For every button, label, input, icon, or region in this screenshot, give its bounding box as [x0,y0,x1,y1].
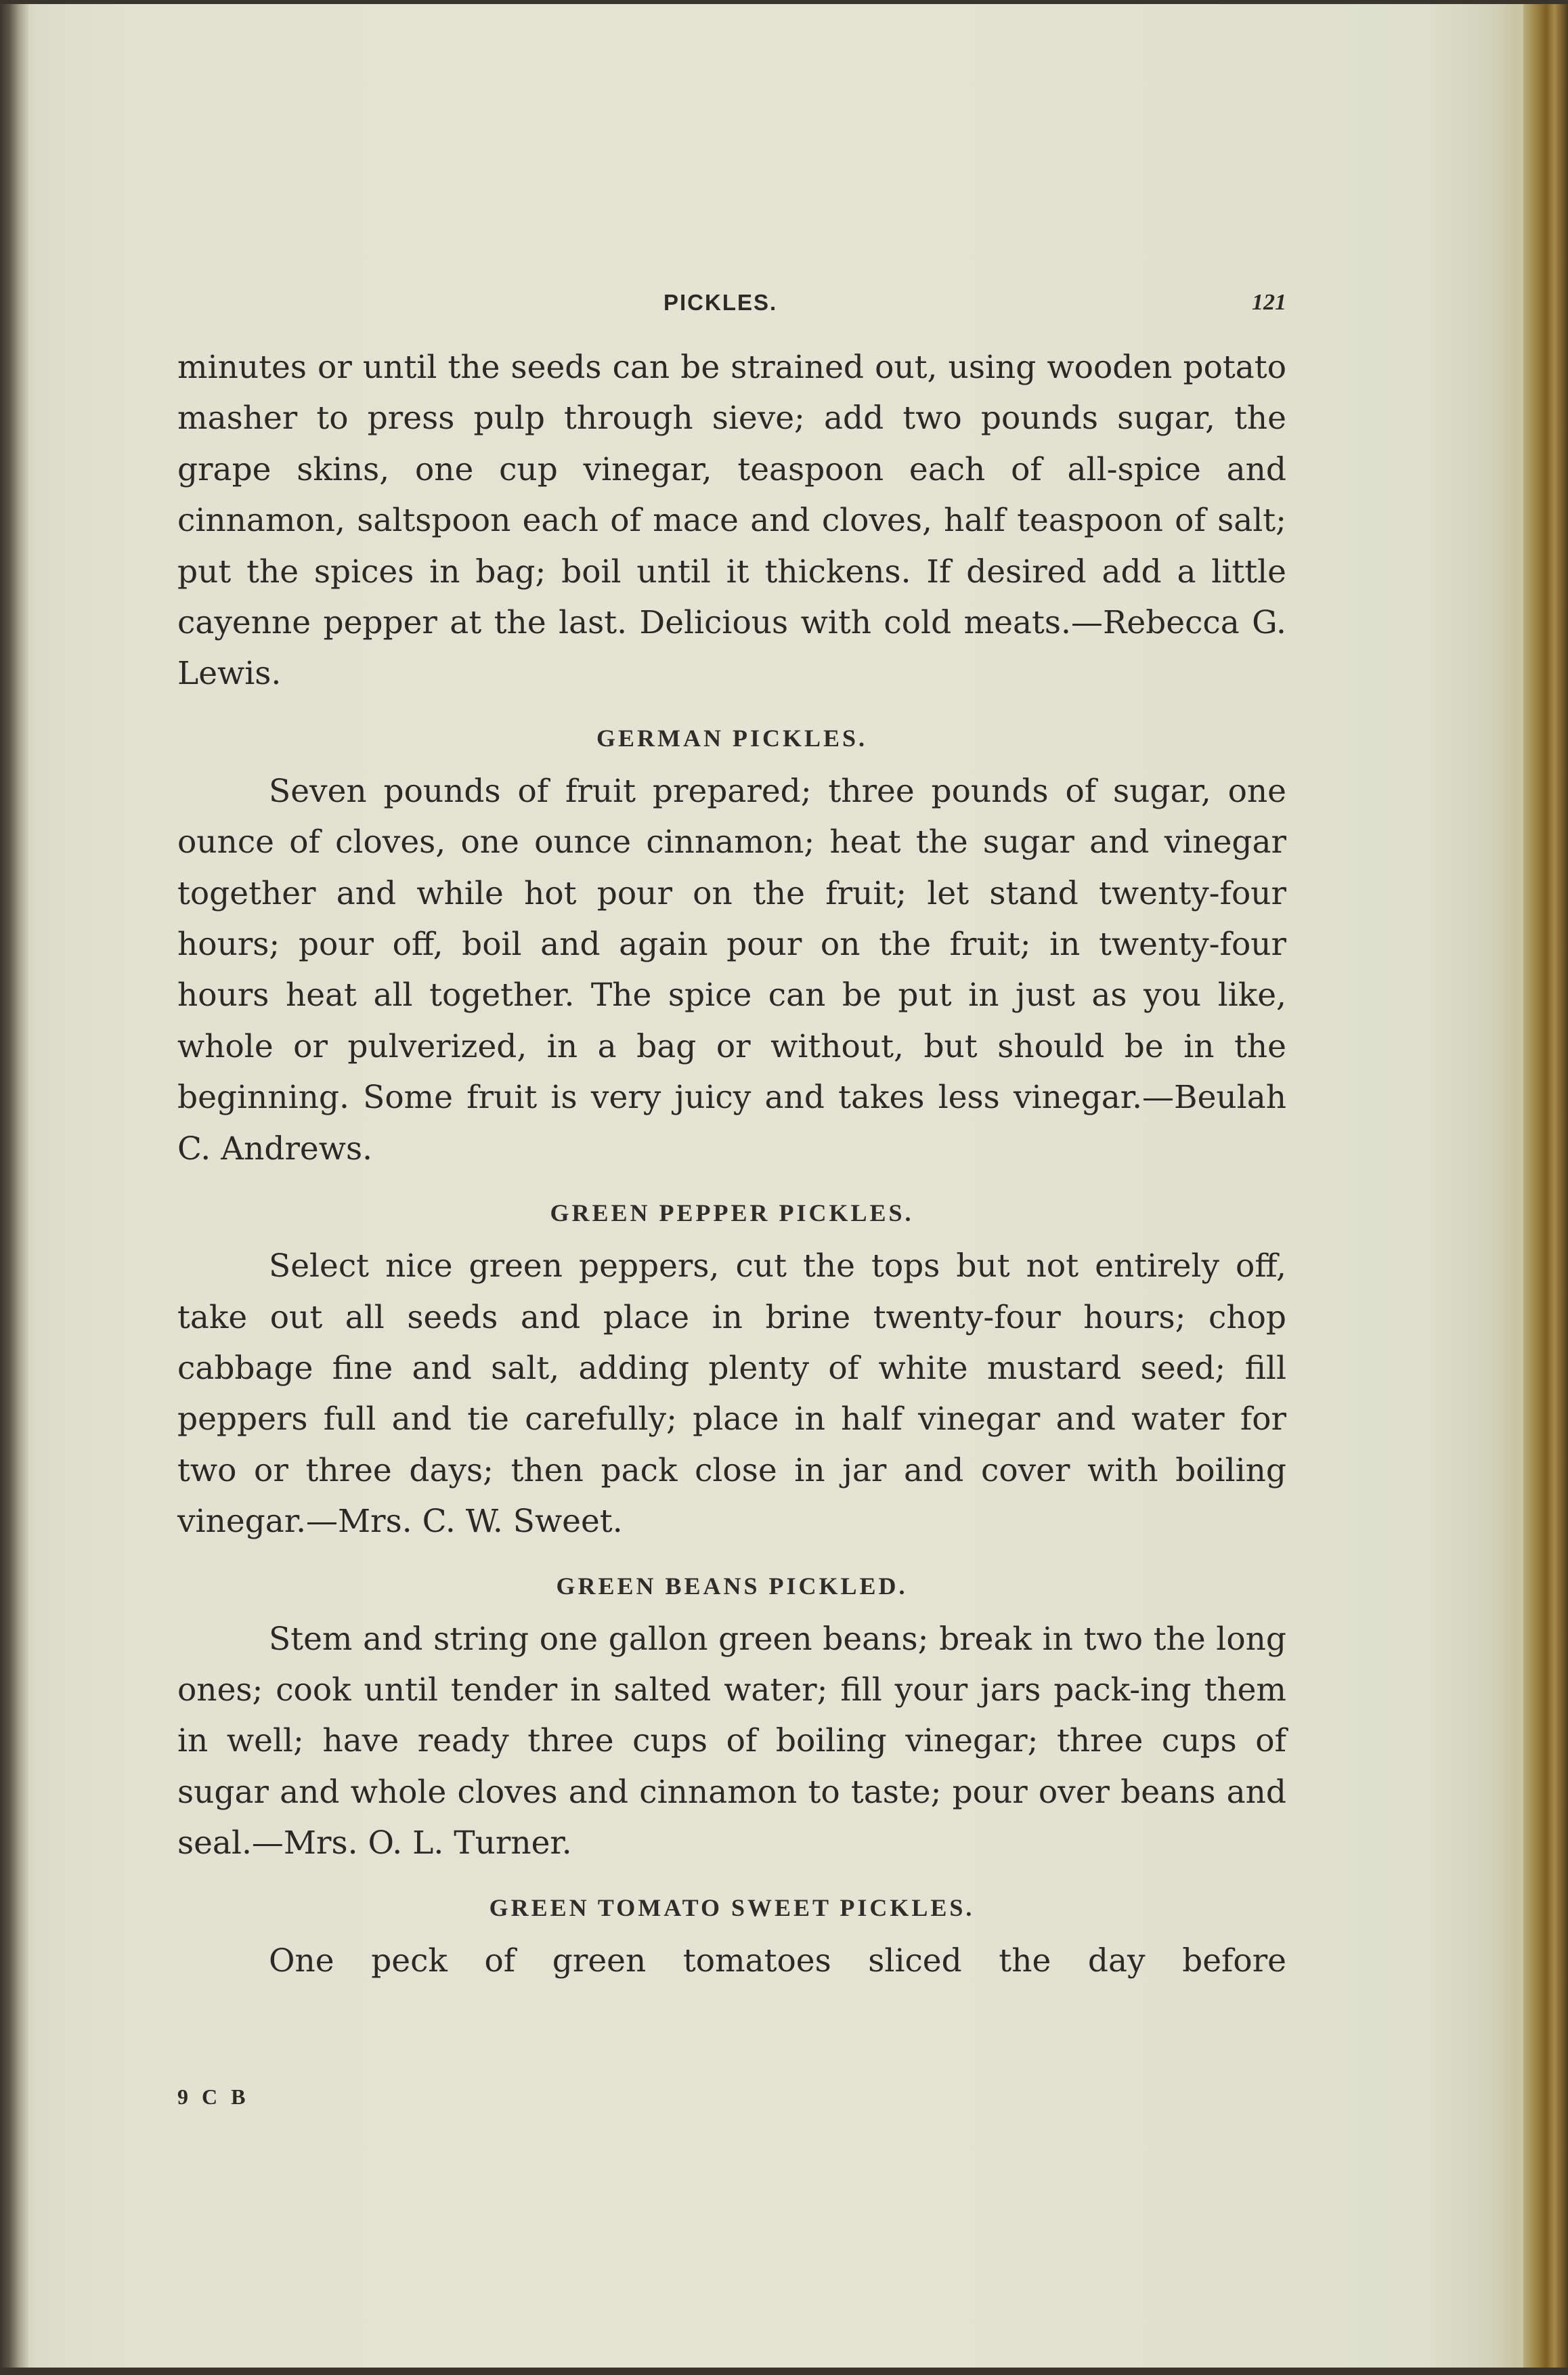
page-body [177,342,1286,1986]
page-fore-edge [1523,0,1568,2375]
recipe-paragraph-green-pepper-pickles: Select nice green peppers, cut the tops but not entirely off, take out all seeds and place in brine twenty-four hours; chop cabbage fine and salt, adding plenty of white mustard seed; fill peppers full and tie carefully; place in half vinegar and water for two or three days; then pack close in jar and cover with boiling vinegar.—Mrs. C. W. Sweet. [177,1247,1286,1541]
recipe-paragraph-german-pickles: Seven pounds of fruit prepared; three pounds of sugar, one ounce of cloves, one ounce cinnamon; heat the sugar and vinegar together and while hot pour on the fruit; let stand twenty-four hours; pour off, boil and again pour on the fruit; in twenty-four hours heat all together. The spice can be put in just as you like, whole or pulverized, in a bag or without, but should be in the beginning. Some fruit is very juicy and takes less vinegar.—Beulah C. Andrews. [177,772,1286,1168]
recipe-paragraph-green-tomato-sweet-pickles: One peck of green tomatoes sliced the day before [269,1942,1286,1980]
running-head-title: PICKLES. [663,290,778,315]
recipe-heading-green-tomato-sweet-pickles: GREEN TOMATO SWEET PICKLES. [489,1893,975,1921]
recipe-paragraph-green-beans-pickled: Stem and string one gallon green beans; break in two the long ones; cook until tender in salted water; fill your jars pack-ing them in well; have ready three cups of boiling vinegar; three cups of sugar and whole cloves and cinnamon to taste; pour over beans and seal.—Mrs. O. L. Turner. [177,1620,1286,1862]
recipe-heading-green-pepper-pickles: GREEN PEPPER PICKLES. [550,1199,914,1227]
top-edge [0,0,1568,4]
page-number: 121 [1252,290,1286,315]
signature-mark: 9 C B [177,2084,250,2109]
paragraph-continued: minutes or until the seeds can be strained out, using wooden potato masher to press pulp through sieve; add two pounds sugar, the grape skins, one cup vinegar, teaspoon each of all-spice and cinnamon, saltspoon each of mace and cloves, half teaspoon of salt; put the spices in bag; boil until it thickens. If desired add a little cayenne pepper at the last. Delicious with cold meats.—Rebecca G. Lewis. [177,349,1286,693]
running-head [176,290,1286,317]
bottom-edge [0,2368,1568,2375]
page-gutter [0,0,28,2375]
recipe-heading-green-beans-pickled: GREEN BEANS PICKLED. [556,1572,908,1600]
recipe-heading-german-pickles: GERMAN PICKLES. [596,724,868,752]
